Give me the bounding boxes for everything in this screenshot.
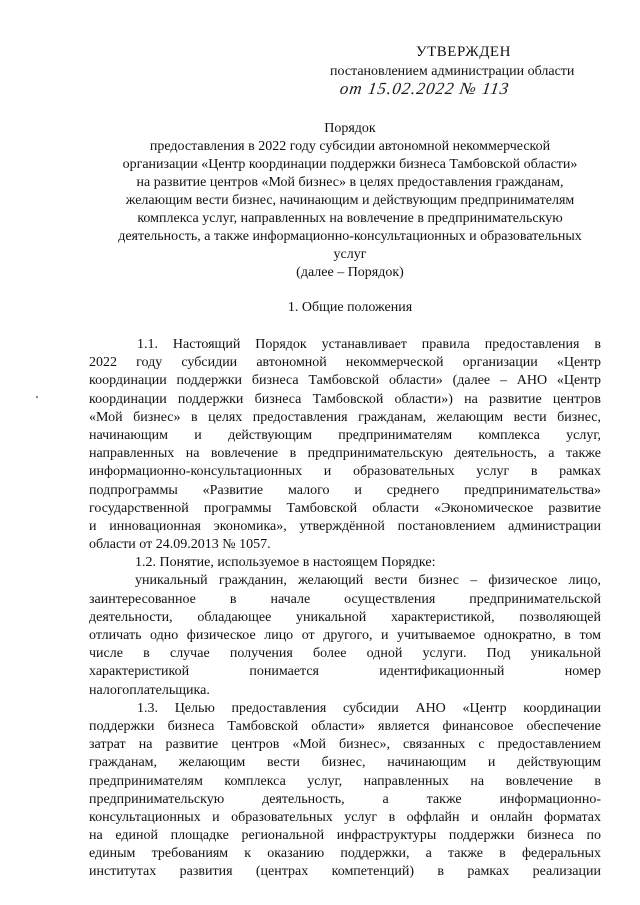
body-line: поддержки бизнеса Тамбовской области» является финансовое обеспечение <box>89 718 601 734</box>
document-title <box>100 120 600 282</box>
body-line: характеристикой понимается идентификационный номер <box>89 664 601 680</box>
body-line: начинающим и действующим предпринимателям комплекса услуг, <box>89 427 601 443</box>
margin-mark <box>36 396 38 398</box>
approval-date-number: от 15.02.2022 № 113 <box>338 79 511 98</box>
title-line: услуг <box>333 247 367 262</box>
body-line: на единой площадке региональной инфраструктуры поддержки бизнеса по <box>89 828 601 844</box>
body-line: налогоплательщика. <box>89 682 210 698</box>
approval-authority: постановлением администрации области <box>330 64 575 79</box>
body-line: координации поддержки бизнеса Тамбовской области» (далее – АНО «Центр <box>89 373 601 389</box>
body-line: 1.1. Настоящий Порядок устанавливает правила предоставления в <box>137 337 601 352</box>
body-line: институтах развития (центрах компетенций) в рамках реализации <box>89 864 601 880</box>
body-line: заинтересованное в начале осуществления предпринимательской <box>89 591 601 607</box>
body-line: направленных на вовлечение в предпринимательскую деятельность, а также <box>89 446 601 462</box>
body-line: предпринимательскую деятельность, а также информационно- <box>89 791 601 807</box>
body-line: консультационных и образовательных услуг в оффлайн и онлайн форматах <box>89 809 601 825</box>
body-line: 2022 году субсидии автономной некоммерческой организации «Центр <box>89 355 601 371</box>
body-line: государственной программы Тамбовской области «Экономическое развитие <box>89 500 601 516</box>
body-line: числе в случае получения более одной услуги. Под уникальной <box>89 646 601 662</box>
title-line: (далее – Порядок) <box>296 265 404 280</box>
title-line: желающим вести бизнес, начинающим и действующим предпринимателям <box>125 193 575 208</box>
body-line: затрат на развитие центров «Мой бизнес», связанных с предоставлением <box>89 737 601 753</box>
section-heading: 1. Общие положения <box>287 300 413 315</box>
title-line: Порядок <box>324 121 376 136</box>
body-line: информационно-консультационных и образовательных услуг в рамках <box>89 464 601 480</box>
title-line: на развитие центров «Мой бизнес» в целях предоставления гражданам, <box>136 175 564 190</box>
approval-stamp-title: УТВЕРЖДЕН <box>416 44 511 60</box>
body-line: предпринимателям комплекса услуг, направленных на вовлечение в <box>89 773 601 789</box>
body-line: «Мой бизнес» в целях предоставления гражданам, желающим вести бизнес, <box>89 409 601 425</box>
body-line: отличать одно физическое лицо от другого, и учитываемое однократно, в том <box>89 628 601 643</box>
body-line: единым требованиям к оказанию поддержки, а также в федеральных <box>89 846 601 862</box>
document-body <box>89 336 601 882</box>
body-line: деятельности, обладающее уникальной характеристикой, позволяющей <box>89 609 601 625</box>
body-line: подпрограммы «Развитие малого и среднего предпринимательства» <box>89 482 601 498</box>
title-line: деятельность, а также информационно-консультационных и образовательных <box>118 229 582 244</box>
body-line: 1.3. Целью предоставления субсидии АНО «Центр координации <box>137 700 601 716</box>
body-line: координации поддержки бизнеса Тамбовской области») на развитие центров <box>89 391 601 407</box>
body-line: и инновационная экономика», утверждённой постановлением администрации <box>89 518 601 534</box>
body-line: уникальный гражданин, желающий вести бизнес – физическое лицо, <box>135 573 601 589</box>
title-line: предоставления в 2022 году субсидии автономной некоммерческой <box>149 139 551 154</box>
title-line: организации «Центр координации поддержки бизнеса Тамбовской области» <box>122 157 578 172</box>
title-line: комплекса услуг, направленных на вовлечение в предпринимательскую <box>137 211 563 226</box>
body-line: 1.2. Понятие, используемое в настоящем Порядке: <box>135 555 436 571</box>
body-line: гражданам, желающим вести бизнес, начинающим и действующим <box>89 755 601 771</box>
body-line: области от 24.09.2013 № 1057. <box>89 537 271 553</box>
